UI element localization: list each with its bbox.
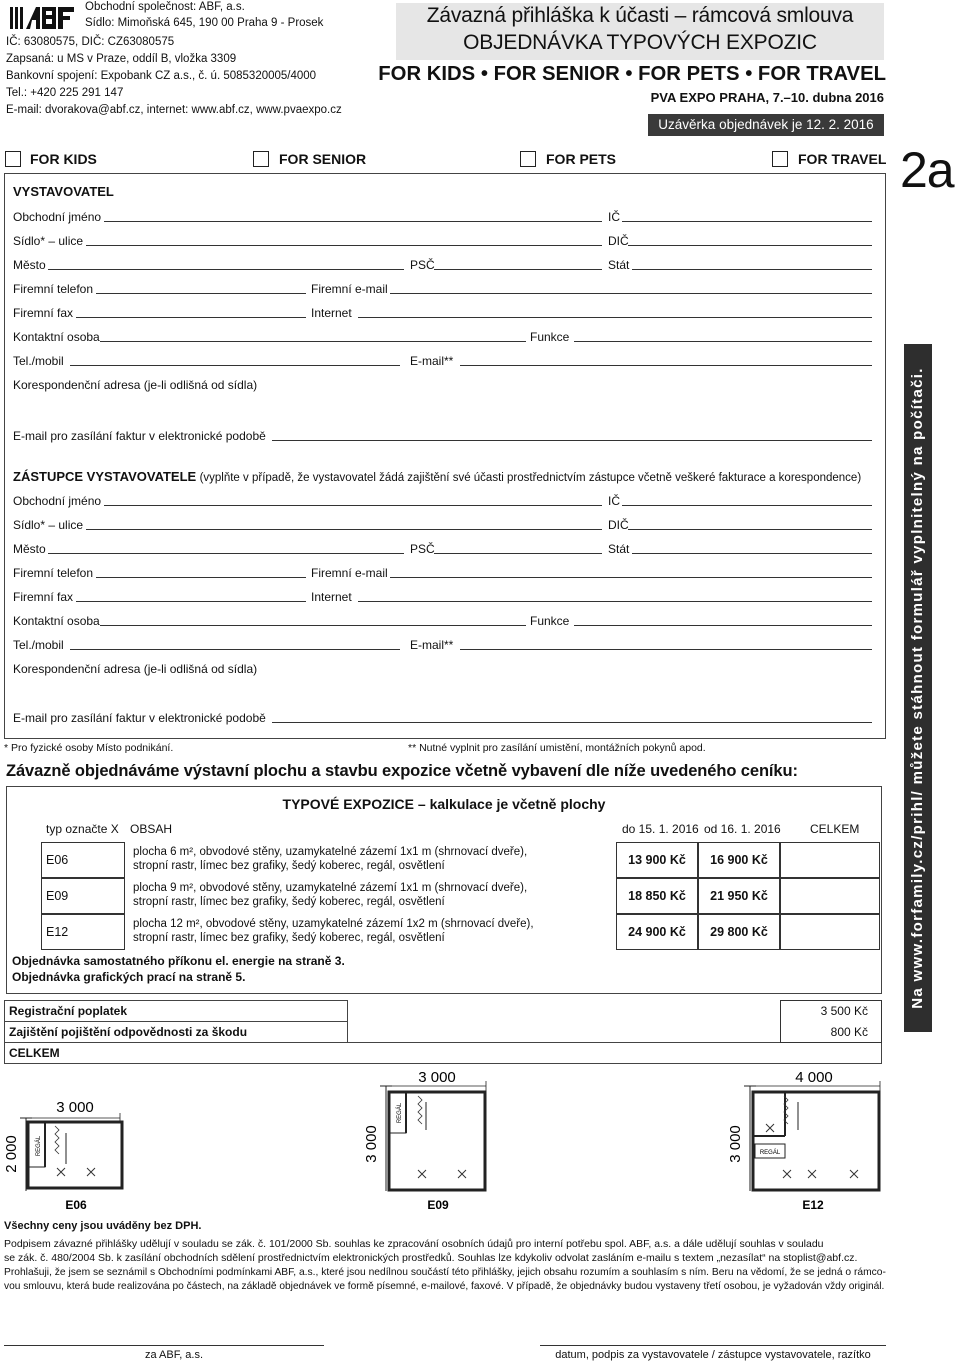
rep-label-invoice-email: E-mail pro zasílání faktur v elektronické podobě	[13, 711, 266, 725]
rep-field-function[interactable]	[574, 625, 872, 626]
rep-field-email[interactable]	[460, 649, 872, 650]
field-street[interactable]	[86, 245, 602, 246]
e09-label: E09	[427, 1198, 449, 1212]
field-phone[interactable]	[96, 293, 306, 294]
e12-depth: 3 000	[727, 1125, 744, 1163]
rep-label-company-email: Firemní e-mail	[311, 566, 388, 580]
rep-label-fax: Firemní fax	[13, 590, 74, 604]
rep-field-fax[interactable]	[76, 601, 306, 602]
rep-label-street: Sídlo* – ulice	[13, 518, 84, 532]
price-late-e12: 29 800 Kč	[710, 925, 768, 939]
legal-p4: vou smlouvu, která bude realizována po částech, na základě objednávek ve formě písemné, e-mailové, faxové. V případě, že objednávky budou vystaveny třetí osobou, je vyžadován vždy originál.	[4, 1281, 885, 1292]
label-email: E-mail**	[410, 354, 454, 368]
field-company-email[interactable]	[390, 293, 872, 294]
signature-line-exhibitor[interactable]	[540, 1345, 886, 1346]
rep-field-internet[interactable]	[358, 601, 872, 602]
company-name: Obchodní společnost: ABF, a.s.	[85, 1, 245, 13]
rep-field-city[interactable]	[48, 553, 404, 554]
e09-depth: 3 000	[363, 1125, 380, 1163]
side-banner-text[interactable]: Na www.forfamily.cz/prihl/ můžete stáhnout formulář vyplnitelný na počítači.	[909, 367, 926, 1009]
field-country[interactable]	[632, 269, 872, 270]
fee-insurance	[4, 1021, 348, 1043]
rep-field-contact[interactable]	[100, 625, 526, 626]
company-register: Zapsaná: u MS v Praze, oddíl B, vložka 3309	[6, 53, 237, 65]
label-mobile: Tel./mobil	[13, 354, 64, 368]
row-desc1-e06: plocha 6 m², obvodové stěny, uzamykatelné zázemí 1x1 m (shrnovací dveře),	[133, 846, 528, 858]
price-early-e06: 13 900 Kč	[628, 853, 686, 867]
label-fax: Firemní fax	[13, 306, 74, 320]
checkbox-label-for-pets: FOR PETS	[546, 151, 617, 167]
form-code: 2a	[900, 142, 954, 198]
row-desc2-e06: stropní rastr, límec bez grafiky, šedý koberec, regál, osvětlení	[133, 860, 445, 872]
checkbox-for-travel[interactable]	[772, 151, 788, 167]
e06-depth: 2 000	[3, 1135, 20, 1173]
representative-subtitle: (vyplňte v případě, že vystavovatel žádá zajištění své účasti prostřednictvím zástupce včetně veškeré fakturace a korespondence)	[199, 472, 862, 484]
label-ic: IČ	[608, 210, 620, 224]
drawing-e09	[363, 1069, 486, 1212]
abf-logo	[10, 6, 76, 30]
rep-label-function: Funkce	[530, 614, 570, 628]
rep-label-contact: Kontaktní osoba	[13, 614, 100, 628]
row-desc1-e09: plocha 9 m², obvodové stěny, uzamykatelné zázemí 1x1 m (shrnovací dveře),	[133, 882, 528, 894]
rep-label-email: E-mail**	[410, 638, 454, 652]
note-graphics: Objednávka grafických prací na straně 5.	[12, 970, 246, 984]
footnote-one: * Pro fyzické osoby Místo podnikání.	[4, 742, 174, 754]
side-banner	[904, 344, 932, 1032]
rep-field-country[interactable]	[632, 553, 872, 554]
total-e12[interactable]	[780, 914, 880, 950]
col-total: CELKEM	[810, 822, 860, 836]
label-invoice-email: E-mail pro zasílání faktur v elektronické podobě	[13, 429, 266, 443]
checkbox-label-for-senior: FOR SENIOR	[279, 151, 367, 167]
signature-label-exhibitor: datum, podpis za vystavovatele / zástupce vystavovatele, razítko	[555, 1349, 871, 1361]
field-function[interactable]	[574, 341, 872, 342]
fee-registration-label: Registrační poplatek	[9, 1004, 128, 1018]
e12-width: 4 000	[795, 1069, 833, 1086]
fee-total-label: CELKEM	[9, 1046, 60, 1060]
order-title: Závazně objednáváme výstavní plochu a stavbu expozice včetně vybavení dle níže uvedeného ceníku:	[6, 762, 798, 780]
e12-label: E12	[802, 1198, 824, 1212]
checkbox-label-for-travel: FOR TRAVEL	[798, 151, 887, 167]
checkbox-for-kids[interactable]	[5, 151, 21, 167]
event-names: FOR KIDS • FOR SENIOR • FOR PETS • FOR TRAVEL	[378, 63, 886, 85]
fee-registration-price: 3 500 Kč	[820, 1004, 868, 1018]
row-desc2-e12: stropní rastr, límec bez grafiky, šedý koberec, regál, osvětlení	[133, 932, 445, 944]
venue-date: PVA EXPO PRAHA, 7.–10. dubna 2016	[650, 90, 884, 105]
label-company-email: Firemní e-mail	[311, 282, 388, 296]
footnote-two: ** Nutné vyplnit pro zasílání umistění, montážních pokynů apod.	[408, 742, 706, 754]
checkbox-for-senior[interactable]	[253, 151, 269, 167]
rep-label-mobile: Tel./mobil	[13, 638, 64, 652]
label-business-name: Obchodní jméno	[13, 210, 102, 224]
rep-field-company-email[interactable]	[390, 577, 872, 578]
col-content: OBSAH	[130, 822, 173, 836]
rep-field-mobile[interactable]	[70, 649, 400, 650]
price-late-e09: 21 950 Kč	[710, 889, 768, 903]
page-subtitle: OBJEDNÁVKA TYPOVÝCH EXPOZIC	[463, 31, 817, 54]
representative-heading	[13, 469, 861, 484]
rep-field-dic[interactable]	[628, 529, 872, 530]
rep-label-country: Stát	[608, 542, 630, 556]
legal-p2: se zák. č. 480/2004 Sb. k zasílání obchodních sdělení prostřednictvím elektronických prostředků. Souhlas lze kdykoliv odvolat zasláním e-mailu s textem „nezasílat“ na stoplist@abf.cz.	[4, 1252, 858, 1264]
field-business-name[interactable]	[104, 221, 602, 222]
legal-p3: Prohlašuji, že jsem se seznámil s Obchodními podmínkami ABF, a.s., které jsou nedílnou součástí této přihlášky, jejich obsahu rozumím a souhlasím s ním. Beru na vědomí, že se jedná o rámco-	[4, 1267, 886, 1278]
col-type	[46, 822, 119, 836]
label-corr-address: Korespondenční adresa (je-li odlišná od sídla)	[13, 378, 258, 392]
applicant-form	[4, 173, 886, 739]
signature-label-abf: za ABF, a.s.	[144, 1349, 204, 1361]
field-psc[interactable]	[434, 269, 602, 270]
label-psc: PSČ	[410, 258, 435, 272]
field-email[interactable]	[460, 365, 872, 366]
total-e09[interactable]	[780, 878, 880, 914]
fee-insurance-price: 800 Kč	[830, 1025, 868, 1039]
signature-line-abf[interactable]	[4, 1345, 324, 1346]
field-invoice-email[interactable]	[272, 440, 872, 441]
note-electricity: Objednávka samostatného příkonu el. energie na straně 3.	[12, 954, 345, 968]
rep-label-phone: Firemní telefon	[13, 566, 94, 580]
fee-total	[4, 1042, 882, 1064]
rep-field-street[interactable]	[86, 529, 602, 530]
drawing-e06	[3, 1099, 122, 1212]
label-internet: Internet	[311, 306, 352, 320]
field-contact[interactable]	[100, 341, 526, 342]
rep-label-ic: IČ	[608, 494, 620, 508]
field-mobile[interactable]	[70, 365, 400, 366]
checkbox-label-for-kids: FOR KIDS	[30, 151, 97, 167]
rep-label-psc: PSČ	[410, 542, 435, 556]
label-city: Město	[13, 258, 46, 272]
drawing-e12	[727, 1069, 880, 1212]
col-until: do 15. 1. 2016	[622, 822, 699, 836]
company-phone: Tel.: +420 225 291 147	[6, 87, 124, 99]
rep-field-psc[interactable]	[434, 553, 602, 554]
row-desc1-e12: plocha 12 m², obvodové stěny, uzamykatelné zázemí 1x2 m (shrnovací dveře),	[133, 918, 534, 930]
e06-shelf: REGÁL	[36, 1135, 42, 1157]
label-phone: Firemní telefon	[13, 282, 94, 296]
e06-width: 3 000	[56, 1099, 94, 1116]
rep-label-dic: DIČ	[608, 518, 629, 532]
row-code-e06: E06	[46, 853, 69, 867]
rep-label-internet: Internet	[311, 590, 352, 604]
field-ic[interactable]	[622, 221, 872, 222]
e09-width: 3 000	[418, 1069, 456, 1086]
rep-label-city: Město	[13, 542, 46, 556]
exhibitor-title: VYSTAVOVATEL	[13, 184, 114, 199]
row-desc2-e09: stropní rastr, límec bez grafiky, šedý koberec, regál, osvětlení	[133, 896, 445, 908]
label-function: Funkce	[530, 330, 570, 344]
page-title: Závazná přihláška k účasti – rámcová smlouva	[426, 4, 854, 27]
price-early-e09: 18 850 Kč	[628, 889, 686, 903]
total-e06[interactable]	[780, 842, 880, 878]
field-city[interactable]	[48, 269, 404, 270]
label-contact: Kontaktní osoba	[13, 330, 100, 344]
company-email: E-mail: dvorakova@abf.cz, internet: www.abf.cz, www.pvaexpo.cz	[6, 104, 342, 116]
legal-p1: Podpisem závazné přihlášky udělují v souladu se zák. č. 101/2000 Sb. souhlas ke zpracování osobních údajů pro interní potřebu spol. ABF, a.s. a dále udělují souhlas v souladu	[4, 1238, 824, 1250]
deadline-badge: Uzávěrka objednávek je 12. 2. 2016	[648, 114, 884, 136]
e06-label: E06	[65, 1198, 87, 1212]
rep-label-business-name: Obchodní jméno	[13, 494, 102, 508]
label-country: Stát	[608, 258, 630, 272]
rep-field-business-name[interactable]	[104, 505, 602, 506]
col-type-label: typ označte X	[46, 822, 119, 836]
label-dic: DIČ	[608, 234, 629, 248]
fee-insurance-label: Zajištění pojištění odpovědnosti za škodu	[9, 1025, 248, 1039]
representative-title: ZÁSTUPCE VYSTAVOVATELE	[13, 469, 197, 484]
field-dic[interactable]	[628, 245, 872, 246]
company-bank: Bankovní spojení: Expobank CZ a.s., č. ú. 5085320005/4000	[6, 70, 317, 82]
row-code-e12: E12	[46, 925, 69, 939]
rep-field-ic[interactable]	[622, 505, 872, 506]
price-early-e12: 24 900 Kč	[628, 925, 686, 939]
company-ids: IČ: 63080575, DIČ: CZ63080575	[6, 36, 175, 48]
label-street: Sídlo* – ulice	[13, 234, 84, 248]
price-late-e06: 16 900 Kč	[710, 853, 768, 867]
rep-label-corr-address: Korespondenční adresa (je-li odlišná od sídla)	[13, 662, 258, 676]
col-from: od 16. 1. 2016	[704, 822, 781, 836]
field-internet[interactable]	[358, 317, 872, 318]
stand-drawings	[0, 1066, 900, 1216]
rep-field-invoice-email[interactable]	[272, 722, 872, 723]
rep-field-phone[interactable]	[96, 577, 306, 578]
price-table-title: TYPOVÉ EXPOZICE – kalkulace je včetně plochy	[282, 796, 606, 812]
e09-shelf: REGÁL	[397, 1102, 403, 1124]
checkbox-for-pets[interactable]	[520, 151, 536, 167]
prices-note: Všechny ceny jsou uváděny bez DPH.	[4, 1220, 202, 1232]
company-seat: Sídlo: Mimoňská 645, 190 00 Praha 9 - Prosek	[85, 17, 324, 29]
row-code-e09: E09	[46, 889, 69, 903]
e12-shelf: REGÁL	[759, 1150, 781, 1156]
field-fax[interactable]	[76, 317, 306, 318]
fee-registration	[4, 1000, 348, 1022]
